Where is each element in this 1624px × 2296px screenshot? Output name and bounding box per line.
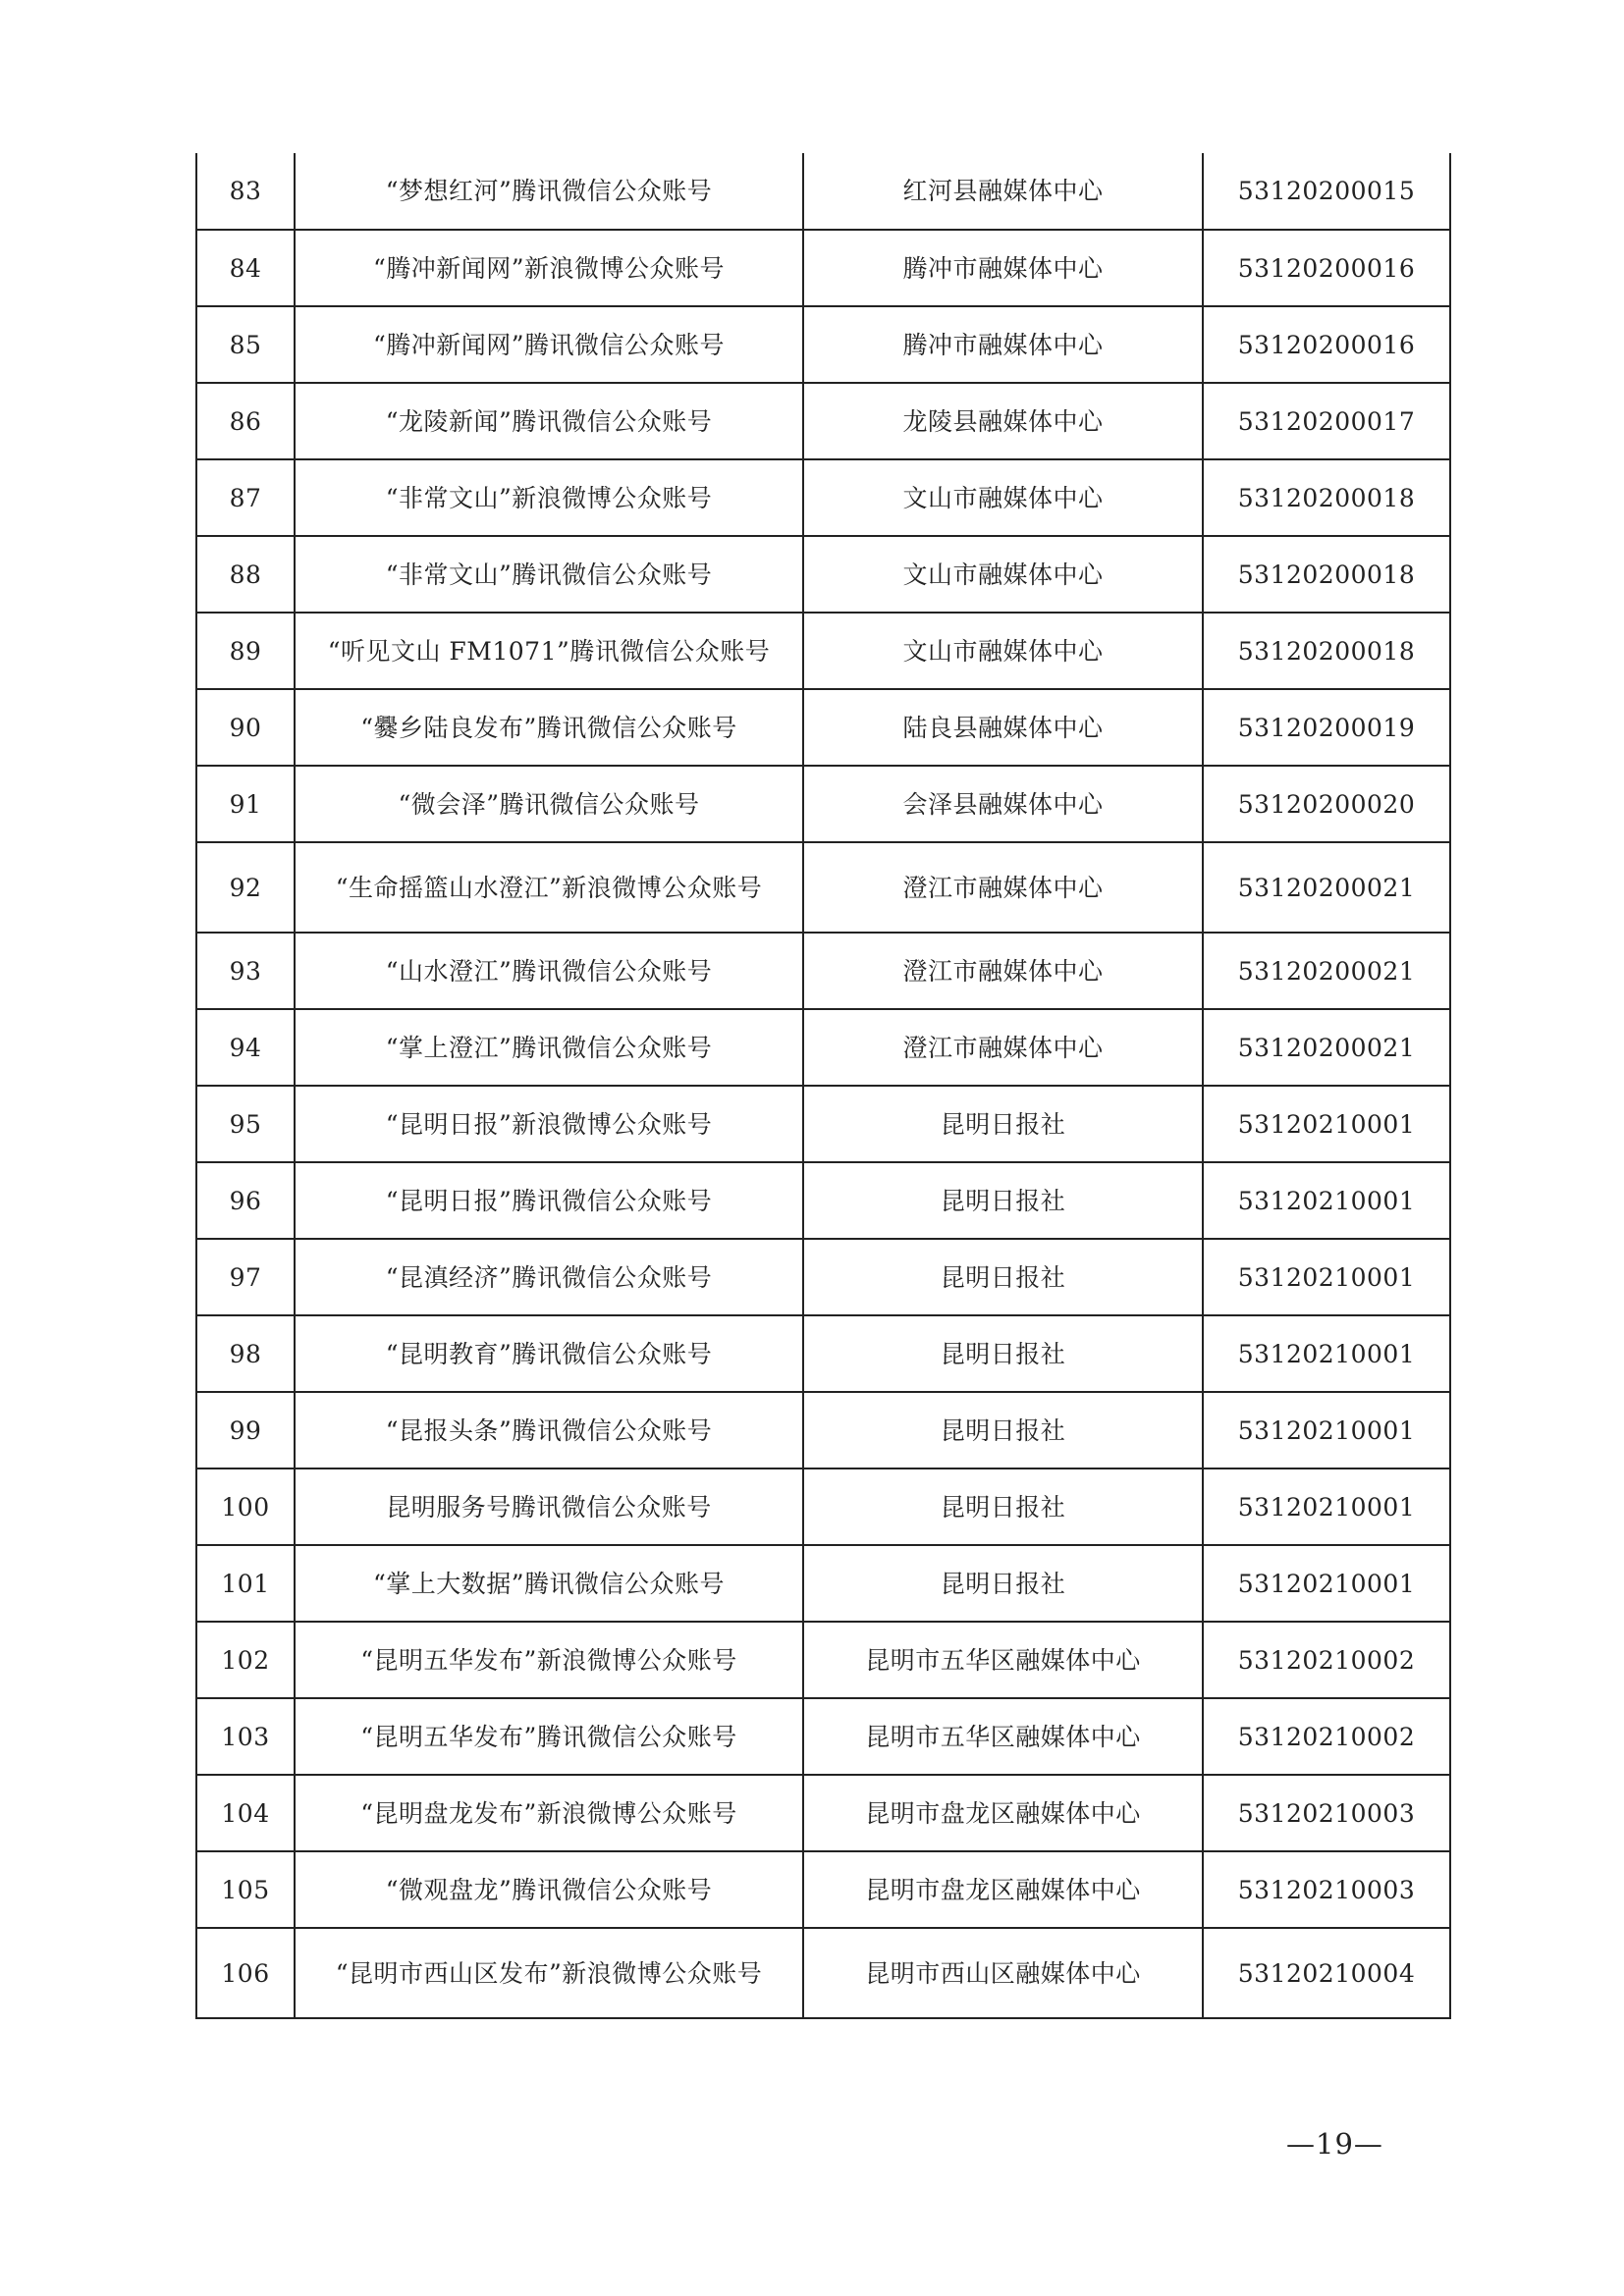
registry-table-body <box>196 153 1450 2018</box>
license-code-cell: 53120210002 <box>1203 1698 1450 1775</box>
table-row <box>196 153 1450 230</box>
account-name-cell: “掌上澄江”腾讯微信公众账号 <box>295 1009 803 1086</box>
organization-cell: 昆明市盘龙区融媒体中心 <box>803 1851 1203 1928</box>
organization-cell: 昆明日报社 <box>803 1315 1203 1392</box>
license-code-cell: 53120200021 <box>1203 933 1450 1009</box>
license-code-cell: 53120210003 <box>1203 1851 1450 1928</box>
account-name-cell: “昆明日报”腾讯微信公众账号 <box>295 1162 803 1239</box>
row-number-cell: 99 <box>196 1392 295 1468</box>
license-code-cell: 53120200018 <box>1203 459 1450 536</box>
organization-cell: 昆明日报社 <box>803 1392 1203 1468</box>
license-code-cell: 53120200021 <box>1203 1009 1450 1086</box>
account-name-cell: “爨乡陆良发布”腾讯微信公众账号 <box>295 689 803 766</box>
account-name-cell: “生命摇篮山水澄江”新浪微博公众账号 <box>295 842 803 933</box>
row-number-cell: 87 <box>196 459 295 536</box>
organization-cell: 昆明市西山区融媒体中心 <box>803 1928 1203 2018</box>
account-name-cell: “腾冲新闻网”新浪微博公众账号 <box>295 230 803 306</box>
row-number-cell: 100 <box>196 1468 295 1545</box>
account-name-cell: “昆明日报”新浪微博公众账号 <box>295 1086 803 1162</box>
account-name-cell: “昆明五华发布”腾讯微信公众账号 <box>295 1698 803 1775</box>
table-row <box>196 1239 1450 1315</box>
account-name-cell: “非常文山”腾讯微信公众账号 <box>295 536 803 613</box>
table-row <box>196 1162 1450 1239</box>
license-code-cell: 53120210001 <box>1203 1239 1450 1315</box>
account-name-cell: “微观盘龙”腾讯微信公众账号 <box>295 1851 803 1928</box>
table-row <box>196 306 1450 383</box>
table-row <box>196 1009 1450 1086</box>
account-name-cell: “昆明市西山区发布”新浪微博公众账号 <box>295 1928 803 2018</box>
license-code-cell: 53120210001 <box>1203 1086 1450 1162</box>
account-name-cell: “听见文山 FM1071”腾讯微信公众账号 <box>295 613 803 689</box>
organization-cell: 昆明市五华区融媒体中心 <box>803 1698 1203 1775</box>
organization-cell: 会泽县融媒体中心 <box>803 766 1203 842</box>
table-row <box>196 1698 1450 1775</box>
organization-cell: 龙陵县融媒体中心 <box>803 383 1203 459</box>
account-name-cell: “昆明教育”腾讯微信公众账号 <box>295 1315 803 1392</box>
row-number-cell: 89 <box>196 613 295 689</box>
row-number-cell: 102 <box>196 1622 295 1698</box>
license-code-cell: 53120200018 <box>1203 536 1450 613</box>
license-code-cell: 53120210001 <box>1203 1545 1450 1622</box>
account-name-cell: “非常文山”新浪微博公众账号 <box>295 459 803 536</box>
organization-cell: 红河县融媒体中心 <box>803 153 1203 230</box>
account-name-cell: “梦想红河”腾讯微信公众账号 <box>295 153 803 230</box>
account-name-cell: “昆滇经济”腾讯微信公众账号 <box>295 1239 803 1315</box>
license-code-cell: 53120200015 <box>1203 153 1450 230</box>
organization-cell: 澄江市融媒体中心 <box>803 1009 1203 1086</box>
account-name-cell: “山水澄江”腾讯微信公众账号 <box>295 933 803 1009</box>
account-name-cell: “掌上大数据”腾讯微信公众账号 <box>295 1545 803 1622</box>
row-number-cell: 104 <box>196 1775 295 1851</box>
row-number-cell: 105 <box>196 1851 295 1928</box>
row-number-cell: 85 <box>196 306 295 383</box>
account-name-cell: “昆明盘龙发布”新浪微博公众账号 <box>295 1775 803 1851</box>
table-row <box>196 1928 1450 2018</box>
license-code-cell: 53120210003 <box>1203 1775 1450 1851</box>
organization-cell: 昆明日报社 <box>803 1545 1203 1622</box>
table-row <box>196 1775 1450 1851</box>
organization-cell: 文山市融媒体中心 <box>803 613 1203 689</box>
account-name-cell: “昆报头条”腾讯微信公众账号 <box>295 1392 803 1468</box>
row-number-cell: 88 <box>196 536 295 613</box>
table-row <box>196 1545 1450 1622</box>
organization-cell: 昆明日报社 <box>803 1162 1203 1239</box>
table-row <box>196 689 1450 766</box>
license-code-cell: 53120200016 <box>1203 230 1450 306</box>
organization-cell: 文山市融媒体中心 <box>803 536 1203 613</box>
page-number: —19— <box>1286 2127 1383 2161</box>
license-code-cell: 53120200016 <box>1203 306 1450 383</box>
account-name-cell: “腾冲新闻网”腾讯微信公众账号 <box>295 306 803 383</box>
account-name-cell: “微会泽”腾讯微信公众账号 <box>295 766 803 842</box>
license-code-cell: 53120200018 <box>1203 613 1450 689</box>
table-row <box>196 842 1450 933</box>
row-number-cell: 93 <box>196 933 295 1009</box>
license-code-cell: 53120200019 <box>1203 689 1450 766</box>
organization-cell: 昆明市盘龙区融媒体中心 <box>803 1775 1203 1851</box>
table-row <box>196 1851 1450 1928</box>
organization-cell: 腾冲市融媒体中心 <box>803 230 1203 306</box>
organization-cell: 文山市融媒体中心 <box>803 459 1203 536</box>
organization-cell: 昆明日报社 <box>803 1239 1203 1315</box>
row-number-cell: 90 <box>196 689 295 766</box>
organization-cell: 澄江市融媒体中心 <box>803 933 1203 1009</box>
registry-table <box>195 153 1451 2019</box>
account-name-cell: “龙陵新闻”腾讯微信公众账号 <box>295 383 803 459</box>
table-row <box>196 1622 1450 1698</box>
license-code-cell: 53120200020 <box>1203 766 1450 842</box>
row-number-cell: 98 <box>196 1315 295 1392</box>
table-row <box>196 536 1450 613</box>
license-code-cell: 53120210001 <box>1203 1468 1450 1545</box>
organization-cell: 陆良县融媒体中心 <box>803 689 1203 766</box>
account-name-cell: 昆明服务号腾讯微信公众账号 <box>295 1468 803 1545</box>
organization-cell: 昆明市五华区融媒体中心 <box>803 1622 1203 1698</box>
row-number-cell: 91 <box>196 766 295 842</box>
row-number-cell: 106 <box>196 1928 295 2018</box>
row-number-cell: 96 <box>196 1162 295 1239</box>
organization-cell: 澄江市融媒体中心 <box>803 842 1203 933</box>
row-number-cell: 94 <box>196 1009 295 1086</box>
organization-cell: 腾冲市融媒体中心 <box>803 306 1203 383</box>
table-row <box>196 613 1450 689</box>
row-number-cell: 83 <box>196 153 295 230</box>
row-number-cell: 103 <box>196 1698 295 1775</box>
row-number-cell: 86 <box>196 383 295 459</box>
table-row <box>196 1086 1450 1162</box>
license-code-cell: 53120200017 <box>1203 383 1450 459</box>
license-code-cell: 53120210001 <box>1203 1162 1450 1239</box>
table-row <box>196 1315 1450 1392</box>
organization-cell: 昆明日报社 <box>803 1086 1203 1162</box>
row-number-cell: 84 <box>196 230 295 306</box>
row-number-cell: 95 <box>196 1086 295 1162</box>
table-row <box>196 1468 1450 1545</box>
license-code-cell: 53120210001 <box>1203 1315 1450 1392</box>
row-number-cell: 101 <box>196 1545 295 1622</box>
account-name-cell: “昆明五华发布”新浪微博公众账号 <box>295 1622 803 1698</box>
table-row <box>196 383 1450 459</box>
table-row <box>196 933 1450 1009</box>
table-row <box>196 459 1450 536</box>
table-row <box>196 1392 1450 1468</box>
row-number-cell: 97 <box>196 1239 295 1315</box>
license-code-cell: 53120210002 <box>1203 1622 1450 1698</box>
table-row <box>196 230 1450 306</box>
license-code-cell: 53120210004 <box>1203 1928 1450 2018</box>
table-row <box>196 766 1450 842</box>
row-number-cell: 92 <box>196 842 295 933</box>
organization-cell: 昆明日报社 <box>803 1468 1203 1545</box>
license-code-cell: 53120210001 <box>1203 1392 1450 1468</box>
license-code-cell: 53120200021 <box>1203 842 1450 933</box>
